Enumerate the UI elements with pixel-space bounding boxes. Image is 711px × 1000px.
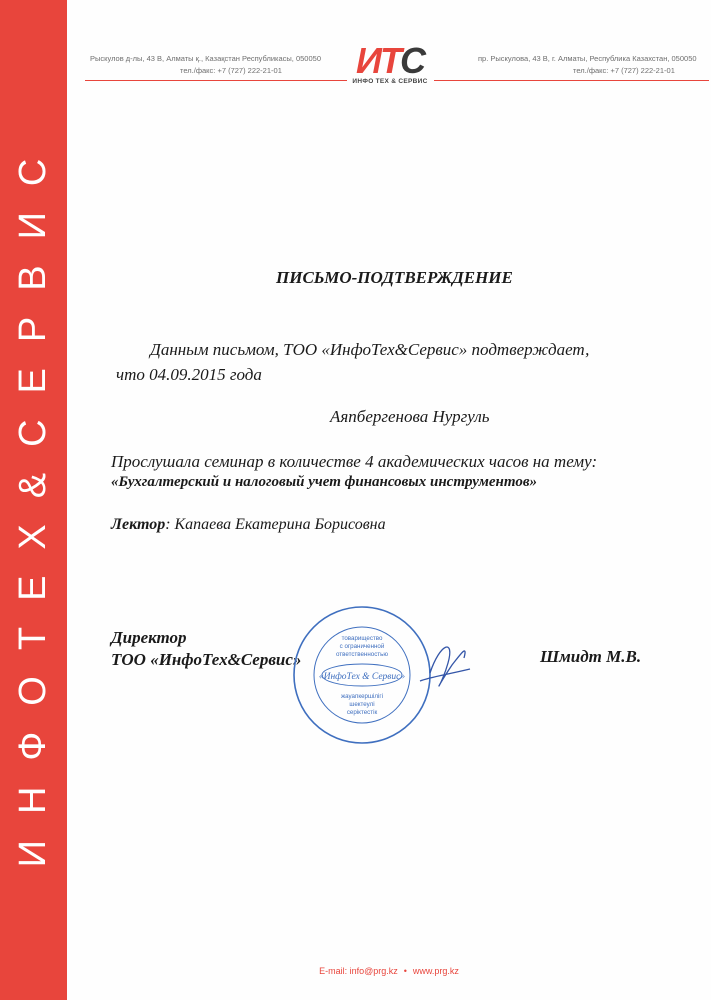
letter-paragraph-line2: что 04.09.2015 года xyxy=(116,365,262,384)
lector-colon: : xyxy=(165,516,171,533)
header-address-kazakh-line: Рыскулов д-лы, 43 В, Алматы қ., Казақстан Республикасы, 050050 xyxy=(90,54,321,63)
stamp-inner-line3: ответственностью xyxy=(335,651,389,658)
lector-line xyxy=(111,516,386,534)
seminar-topic: «Бухгалтерский и налоговый учет финансовых инструментов» xyxy=(111,474,538,490)
participant-name: Аяпбергенова Нургуль xyxy=(330,407,490,426)
stamp-inner-line5: шектеулі xyxy=(349,701,375,708)
header-address-kazakh xyxy=(90,53,321,77)
footer-contacts xyxy=(0,966,711,976)
header-address-russian-line: пр. Рыскулова, 43 В, г. Алматы, Республика Казахстан, 050050 xyxy=(478,54,697,63)
side-brand-text: ИНФОТЕХ&СЕРВИС xyxy=(12,132,54,868)
header-phone-russian: тел./факс: +7 (727) 222-21-01 xyxy=(573,66,675,75)
stamp-inner-line1: товарищество xyxy=(341,635,383,642)
side-brand-band xyxy=(0,0,67,1000)
director-company: ТОО «ИнфоТех&Сервис» xyxy=(111,650,302,669)
logo-mark-part2: С xyxy=(399,40,424,81)
footer-email: E-mail: info@prg.kz xyxy=(319,966,398,976)
company-logo-subtitle: ИНФО ТЕХ & СЕРВИС xyxy=(352,78,428,85)
company-logo xyxy=(348,42,432,94)
director-name: Шмидт М.В. xyxy=(540,647,642,666)
director-title: Директор xyxy=(111,628,187,647)
letter-paragraph-line1: Данным письмом, ТОО «ИнфоТех&Сервис» подтверждает, xyxy=(150,340,590,359)
header-divider-right xyxy=(434,80,709,81)
stamp-inner-line4: жауапкершілігі xyxy=(341,693,383,700)
company-logo-mark xyxy=(348,42,432,80)
header-address-russian xyxy=(478,53,697,77)
company-stamp xyxy=(280,603,480,753)
director-signature xyxy=(420,647,470,686)
header-phone-kazakh: тел./факс: +7 (727) 222-21-01 xyxy=(180,66,282,75)
header-divider-left xyxy=(85,80,347,81)
stamp-inner-name: «ИнфоТех & Сервис» xyxy=(318,672,406,682)
footer-website: www.prg.kz xyxy=(412,966,459,976)
stamp-inner-line2: с ограниченной xyxy=(339,643,385,650)
stamp-inner-line6: серіктестік xyxy=(346,709,378,716)
director-position xyxy=(111,627,301,671)
footer-separator: • xyxy=(403,966,407,976)
logo-mark-part1: ИТ xyxy=(356,40,400,81)
letter-title: ПИСЬМО-ПОДТВЕРЖДЕНИЕ xyxy=(276,268,513,287)
lector-name: Капаева Екатерина Борисовна xyxy=(174,516,386,533)
lector-label: Лектор xyxy=(111,516,166,533)
seminar-text: Прослушала семинар в количестве 4 академических часов на тему: xyxy=(111,452,598,471)
